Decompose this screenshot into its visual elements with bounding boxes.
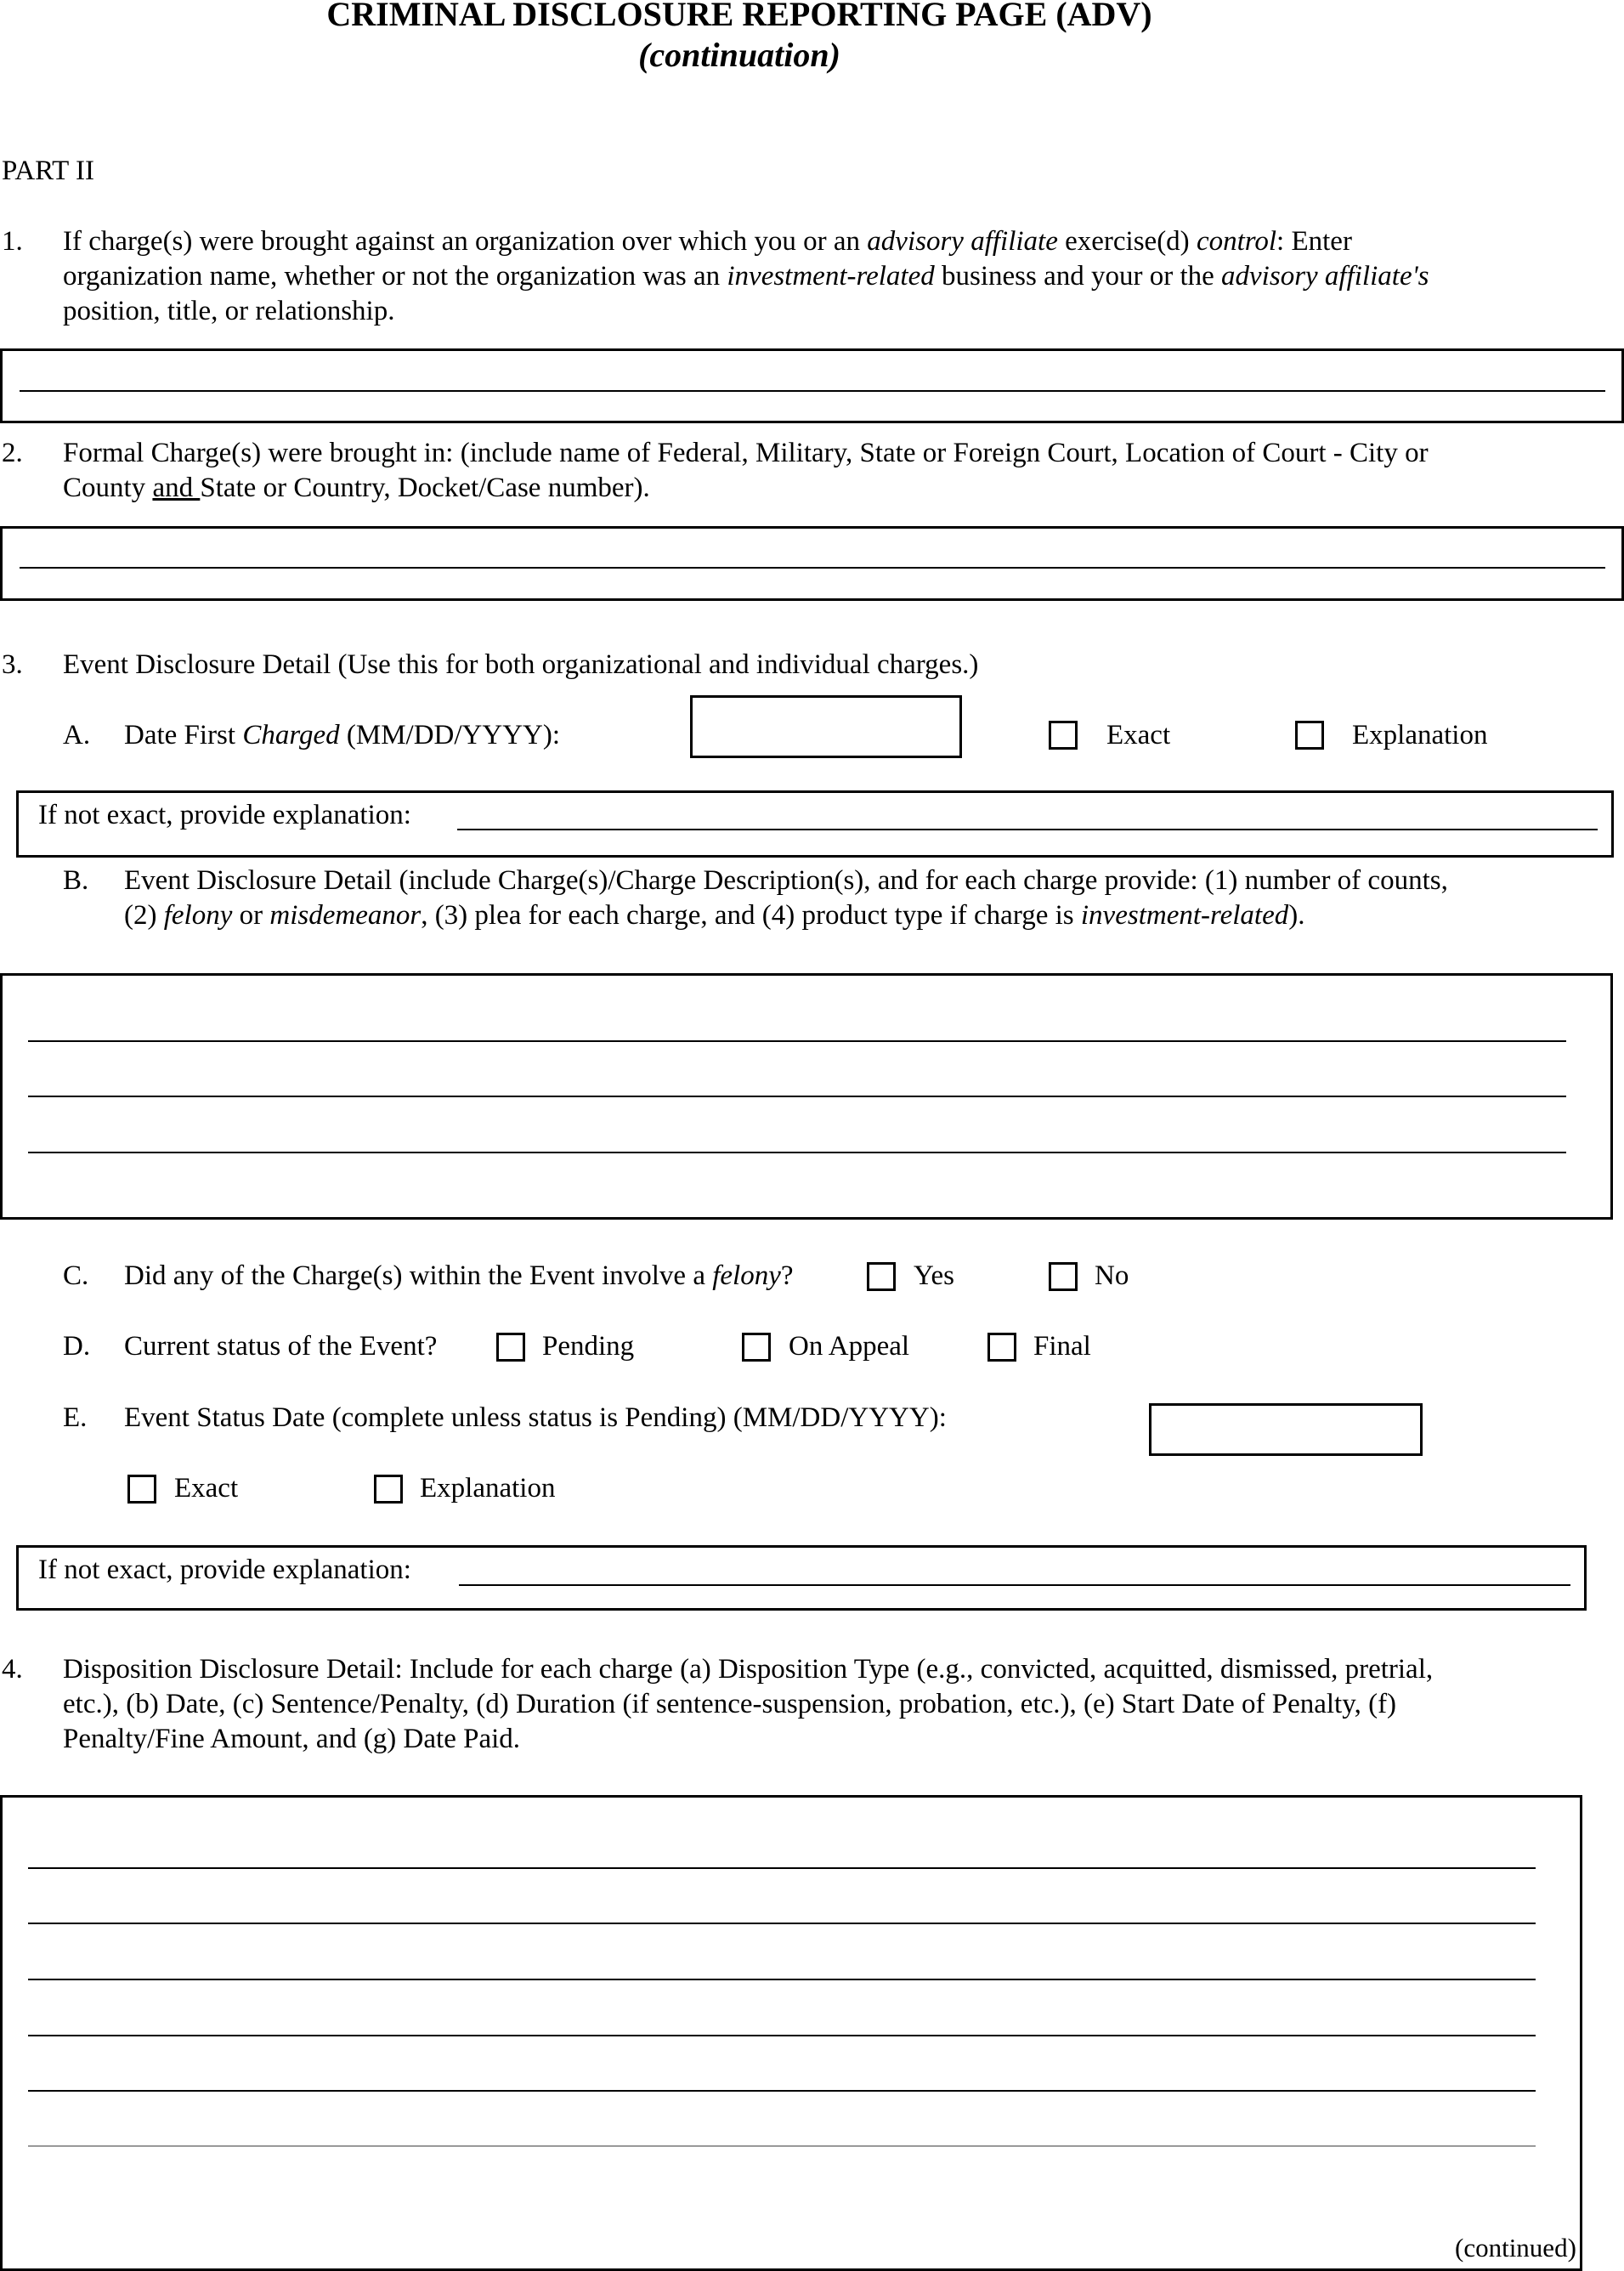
q4-answer-line [28, 1867, 1536, 1869]
q3e-explanation-prompt: If not exact, provide explanation: [38, 1555, 411, 1585]
status-on-appeal-label: On Appeal [789, 1331, 910, 1362]
q3c-letter: C. [63, 1260, 89, 1291]
q3e-explanation-label: Explanation [420, 1473, 556, 1504]
q3e-text: Event Status Date (complete unless status is Pending) (MM/DD/YYYY): [124, 1402, 947, 1433]
q4-answer-line [28, 2145, 1536, 2147]
q4-answer-line [28, 1923, 1536, 1924]
q3a-explanation-line [457, 829, 1598, 830]
continued-note: (continued) [1455, 2233, 1576, 2263]
status-pending-label: Pending [542, 1331, 635, 1362]
q3b-answer-box[interactable] [0, 973, 1613, 1220]
q3b-letter: B. [63, 865, 89, 896]
q1-text: If charge(s) were brought against an organization over which you or an advisory affiliate exercise(d) control: Enter organization name, whether or not the organization was an investment-related business and your or the advisory affiliate's position, title, or relationship. [63, 226, 1429, 326]
q3c-text: Did any of the Charge(s) within the Event involve a felony? [124, 1260, 794, 1291]
date-first-charged-field[interactable] [690, 695, 962, 758]
q3d-text: Current status of the Event? [124, 1331, 438, 1362]
q4-answer-box[interactable] [0, 1795, 1582, 2271]
status-on-appeal-checkbox[interactable] [742, 1333, 771, 1362]
q3b-text: Event Disclosure Detail (include Charge(s)/Charge Description(s), and for each charge provide: (1) number of counts, (2) felony or misdemeanor, (3) plea for each charge, and (4) product type if charge is investment-related). [124, 865, 1448, 931]
q2-answer-line [20, 567, 1605, 569]
q3a-explanation-label: Explanation [1352, 720, 1488, 750]
q3e-letter: E. [63, 1402, 88, 1433]
q4-answer-line [28, 2090, 1536, 2092]
q4-number: 4. [2, 1654, 23, 1685]
felony-yes-label: Yes [914, 1260, 955, 1291]
q3b-answer-line [28, 1152, 1566, 1153]
q3-number: 3. [2, 649, 23, 680]
q1-number: 1. [2, 226, 23, 257]
q3e-explanation-line [459, 1584, 1570, 1586]
q3e-explanation-checkbox[interactable] [374, 1475, 403, 1504]
felony-no-label: No [1095, 1260, 1129, 1291]
event-status-date-field[interactable] [1149, 1403, 1423, 1456]
status-pending-checkbox[interactable] [496, 1333, 525, 1362]
q1-answer-line [20, 390, 1605, 392]
q4-answer-line [28, 1979, 1536, 1980]
status-final-checkbox[interactable] [987, 1333, 1016, 1362]
felony-yes-checkbox[interactable] [867, 1262, 896, 1291]
q2-number: 2. [2, 438, 23, 468]
q3a-explanation-checkbox[interactable] [1295, 721, 1324, 750]
part-label: PART II [2, 156, 94, 186]
q3e-exact-checkbox[interactable] [127, 1475, 156, 1504]
q2-text: Formal Charge(s) were brought in: (include name of Federal, Military, State or Foreign Court, Location of Court - City or County and State or Country, Docket/Case number). [63, 438, 1429, 503]
page-subtitle: (continuation) [638, 36, 840, 74]
felony-no-checkbox[interactable] [1049, 1262, 1078, 1291]
q3a-explanation-prompt: If not exact, provide explanation: [38, 800, 411, 830]
q3-text: Event Disclosure Detail (Use this for both organizational and individual charges.) [63, 649, 979, 680]
q3d-letter: D. [63, 1331, 91, 1362]
q3b-answer-line [28, 1096, 1566, 1097]
q3b-answer-line [28, 1040, 1566, 1042]
q3a-explanation-box[interactable] [16, 790, 1614, 858]
q2-answer-box[interactable] [0, 526, 1624, 601]
q3a-letter: A. [63, 720, 91, 750]
q3a-exact-label: Exact [1106, 720, 1171, 750]
q1-answer-box[interactable] [0, 348, 1624, 423]
page-title: CRIMINAL DISCLOSURE REPORTING PAGE (ADV) [326, 0, 1152, 33]
q3a-text: Date First Charged (MM/DD/YYYY): [124, 720, 561, 750]
q3e-exact-label: Exact [174, 1473, 239, 1504]
q3e-explanation-box[interactable] [16, 1545, 1587, 1611]
q4-answer-line [28, 2035, 1536, 2036]
q4-text: Disposition Disclosure Detail: Include for each charge (a) Disposition Type (e.g., convicted, acquitted, dismissed, pretrial, etc.), (b) Date, (c) Sentence/Penalty, (d) Duration (if sentence-suspension, probation, etc.), (e) Start Date of Penalty, (f) Penalty/Fine Amount, and (g) Date Paid. [63, 1654, 1434, 1754]
q3a-exact-checkbox[interactable] [1049, 721, 1078, 750]
status-final-label: Final [1033, 1331, 1091, 1362]
